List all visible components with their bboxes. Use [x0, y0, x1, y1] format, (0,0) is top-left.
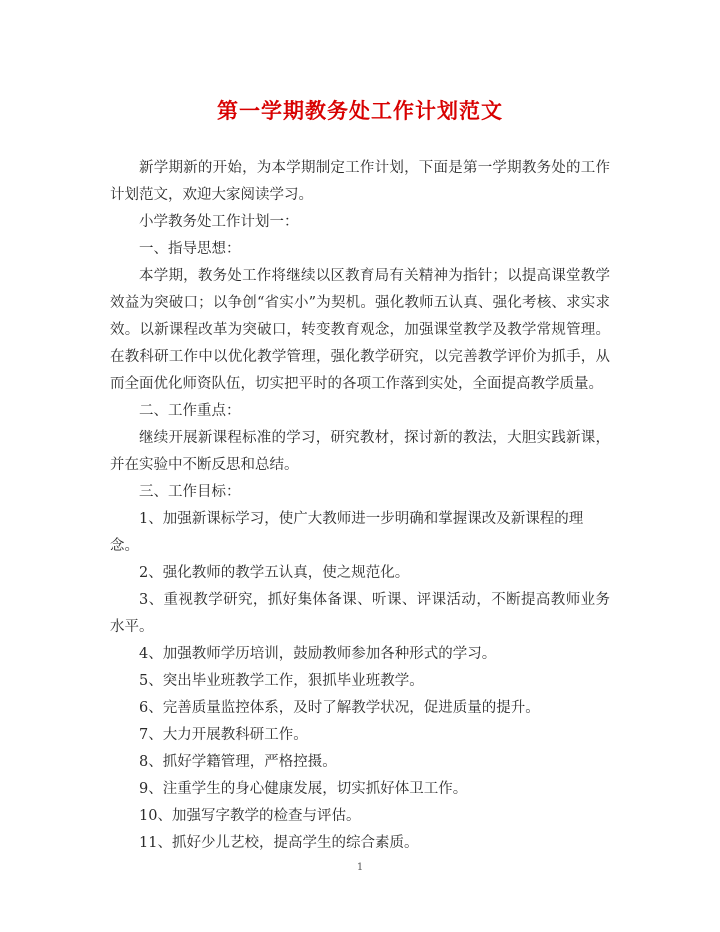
goal-item: 9、注重学生的身心健康发展，切实抓好体卫工作。: [139, 781, 468, 797]
intro-paragraph: 新学期新的开始，为本学期制定工作计划，下面是第一学期教务处的工作计划范文，欢迎大家阅读学习。: [110, 160, 610, 203]
document-body: [110, 155, 610, 857]
work-focus-paragraph: 继续开展新课程标准的学习，研究教材，探讨新的教法，大胆实践新课，并在实验中不断反思和总结。: [110, 430, 610, 473]
goal-item: 2、强化教师的教学五认真，使之规范化。: [139, 565, 410, 581]
section-heading-work-goals: 三、工作目标：: [139, 484, 241, 500]
goal-item: 8、抓好学籍管理，严格控摄。: [139, 754, 337, 770]
goal-item: 1、加强新课标学习，使广大教师进一步明确和掌握课改及新课程的理念。: [110, 511, 584, 554]
guiding-thought-paragraph: 本学期，教务处工作将继续以区教育局有关精神为指针；以提高课堂教学效益为突破口；以争创“省实小”为契机。强化教师五认真、强化考核、求实求效。以新课程改革为突破口，转变教育观念，加强课堂教学及教学常规管理。在教科研工作中以优化教学管理，强化教学研究，以完善教学评价为抓手，从而全面优化师资队伍，切实把平时的各项工作落到实处，全面提高教学质量。: [110, 268, 610, 392]
page-number: 1: [356, 862, 364, 873]
section-heading-work-focus: 二、工作重点：: [139, 403, 241, 419]
goal-item: 4、加强教师学历培训，鼓励教师参加各种形式的学习。: [139, 646, 497, 662]
goal-item: 7、大力开展教科研工作。: [139, 727, 308, 743]
document-title: 第一学期教务处工作计划范文: [217, 98, 503, 123]
goal-item: 5、突出毕业班教学工作，狠抓毕业班教学。: [139, 673, 424, 689]
goal-item: 6、完善质量监控体系，及时了解教学状况，促进质量的提升。: [139, 700, 540, 716]
goal-item: 11、抓好少儿艺校，提高学生的综合素质。: [139, 835, 419, 851]
section-heading-guiding-thought: 一、指导思想：: [139, 241, 241, 257]
goal-item: 3、重视教学研究，抓好集体备课、听课、评课活动，不断提高教师业务水平。: [110, 592, 610, 635]
goal-item: 10、加强写字教学的检查与评估。: [139, 808, 361, 824]
plan-heading: 小学教务处工作计划一：: [139, 214, 299, 230]
